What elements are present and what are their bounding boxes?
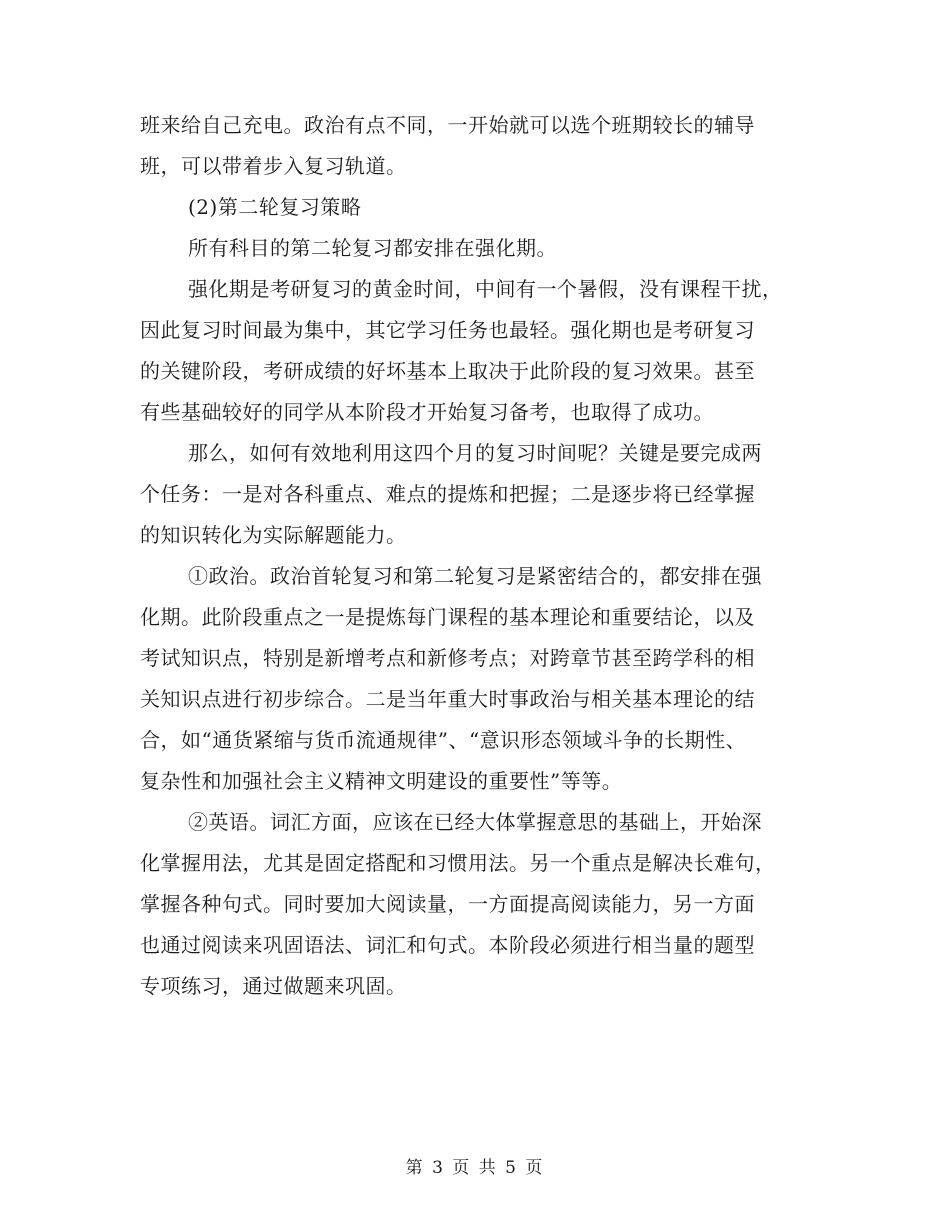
text-line: 的知识转化为实际解题能力。 (140, 523, 407, 547)
document-body (140, 105, 812, 1007)
text-line: (2)第二轮复习策略 (188, 195, 362, 219)
text-line: 因此复习时间最为集中，其它学习任务也最轻。强化期也是考研复习 (140, 318, 755, 342)
text-line: 考试知识点，特别是新增考点和新修考点；对跨章节甚至跨学科的相 (140, 646, 755, 670)
text-line: 所有科目的第二轮复习都安排在强化期。 (188, 236, 557, 260)
text-line: 班来给自己充电。政治有点不同，一开始就可以选个班期较长的辅导 (140, 113, 755, 137)
text-line: 也通过阅读来巩固语法、词汇和句式。本阶段必须进行相当量的题型 (140, 933, 755, 957)
text-line: 强化期是考研复习的黄金时间，中间有一个暑假，没有课程干扰， (188, 277, 783, 301)
text-line: 关知识点进行初步综合。二是当年重大时事政治与相关基本理论的结 (140, 687, 755, 711)
text-line: 化期。此阶段重点之一是提炼每门课程的基本理论和重要结论，以及 (140, 605, 755, 629)
text-line: 复杂性和加强社会主义精神文明建设的重要性”等等。 (140, 769, 623, 793)
text-line: 个任务：一是对各科重点、难点的提炼和把握；二是逐步将已经掌握 (140, 482, 755, 506)
text-line: 那么，如何有效地利用这四个月的复习时间呢？关键是要完成两 (188, 441, 762, 465)
text-line: 班，可以带着步入复习轨道。 (140, 154, 407, 178)
text-line: 有些基础较好的同学从本阶段才开始复习备考，也取得了成功。 (140, 400, 714, 424)
page-footer: 第 3 页 共 5 页 (405, 1158, 545, 1178)
text-line: 合，如“通货紧缩与货币流通规律”、“意识形态领域斗争的长期性、 (140, 728, 747, 752)
text-line: 的关键阶段，考研成绩的好坏基本上取决于此阶段的复习效果。甚至 (140, 359, 755, 383)
text-line: ①政治。政治首轮复习和第二轮复习是紧密结合的，都安排在强 (188, 564, 762, 588)
text-line: 掌握各种句式。同时要加大阅读量，一方面提高阅读能力，另一方面 (140, 892, 755, 916)
text-line: 化掌握用法，尤其是固定搭配和习惯用法。另一个重点是解决长难句， (140, 851, 776, 875)
text-line: ②英语。词汇方面，应该在已经大体掌握意思的基础上，开始深 (188, 810, 762, 834)
text-line: 专项练习，通过做题来巩固。 (140, 974, 407, 998)
